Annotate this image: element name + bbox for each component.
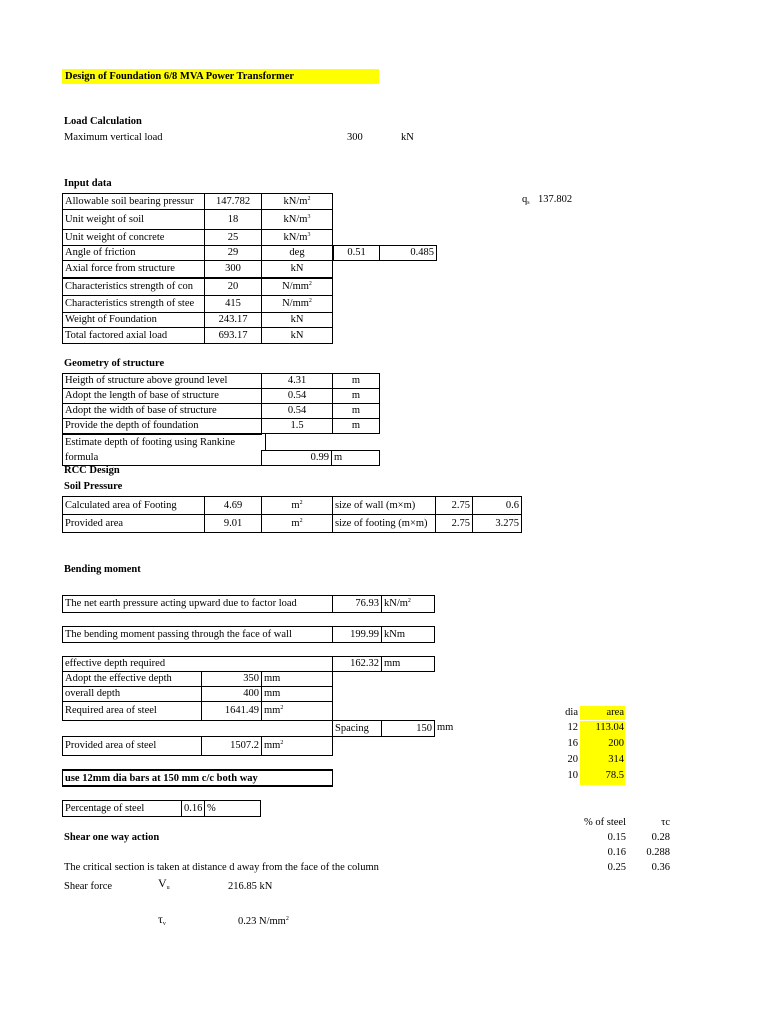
geometry-label: Provide the depth of foundation (62, 418, 262, 434)
max-vertical-load-unit: kN (401, 132, 414, 143)
rcc-heading: RCC Design (64, 465, 120, 476)
geometry-unit: m (332, 373, 380, 389)
geometry-value: 1.5 (261, 418, 333, 434)
input-label: Characteristics strength of stee (62, 295, 205, 313)
tv-value: 0.23 $N/mm^2$ (238, 916, 289, 927)
dia-cell: 10 (567, 770, 578, 781)
bending-moment-unit: kNm (381, 626, 435, 643)
geometry-unit: m (332, 403, 380, 419)
load-calc-heading: Load Calculation (64, 116, 142, 127)
area-cell: 314 (580, 753, 625, 769)
adopt-eff-depth-unit: mm (261, 671, 333, 687)
input-label: Axial force from structure (62, 260, 205, 278)
dia-cell: 16 (567, 738, 578, 749)
input-value: 29 (204, 245, 262, 261)
rankine-unit: m (331, 450, 380, 466)
shear-force-label: Shear force (64, 881, 113, 892)
geometry-label: Heigth of structure above ground level (62, 373, 262, 389)
spacing-value: 150 (381, 720, 435, 737)
overall-depth-unit: mm (261, 686, 333, 702)
tc-value-cell: 0.28 (651, 832, 670, 843)
prov-steel-unit: $mm^2$ (261, 736, 333, 756)
tc-pct-cell: 0.25 (607, 862, 626, 873)
geometry-label: Adopt the length of base of structure (62, 388, 262, 404)
vu-symbol: $V_u$ (158, 876, 170, 891)
dia-cell: 12 (567, 722, 578, 733)
tc-value-cell: 0.288 (646, 847, 670, 858)
rcc-v1: 2.75 (435, 496, 473, 515)
input-label: Total factored axial load (62, 327, 205, 344)
input-unit: $kN/m^3$ (261, 229, 333, 246)
req-steel-unit: $mm^2$ (261, 701, 333, 721)
geometry-unit: m (332, 418, 380, 434)
critical-section-text: The critical section is taken at distance d away from the face of the column (64, 862, 379, 873)
rcc-v1: 2.75 (435, 514, 473, 533)
eff-depth-req-unit: mm (381, 656, 435, 672)
input-value: 300 (204, 260, 262, 278)
input-label: Unit weight of concrete (62, 229, 205, 246)
rcc-value: 4.69 (204, 496, 262, 515)
pct-steel-unit: % (204, 800, 261, 817)
input-unit: $kN/m^3$ (261, 209, 333, 230)
prov-steel-value: 1507.2 (201, 736, 262, 756)
tc-pct-cell: 0.16 (607, 847, 626, 858)
rankine-value: 0.99 (261, 450, 332, 466)
page-title: Design of Foundation 6/8 MVA Power Transformer (65, 71, 295, 82)
tv-symbol: $\tau_v$ (158, 912, 166, 927)
net-pressure-unit: $kN/m^2$ (381, 595, 435, 613)
tc-pct-cell: 0.15 (607, 832, 626, 843)
max-vertical-load-value: 300 (347, 132, 363, 143)
rcc-v2: 0.6 (472, 496, 522, 515)
input-unit: $kN/m^2$ (261, 193, 333, 210)
tc-value-cell: 0.36 (651, 862, 670, 873)
rcc-label: Calculated area of Footing (62, 496, 205, 515)
input-value: 147.782 (204, 193, 262, 210)
geometry-value: 4.31 (261, 373, 333, 389)
shear-heading: Shear one way action (64, 832, 160, 843)
input-value: 18 (204, 209, 262, 230)
use-bars-note: use 12mm dia bars at 150 mm c/c both way (62, 769, 333, 787)
friction-extra-2: 0.485 (379, 245, 437, 261)
input-unit: $N/mm^2$ (261, 278, 333, 296)
title-highlight (62, 69, 379, 84)
input-unit: kN (261, 327, 333, 344)
dia-cell: 20 (567, 754, 578, 765)
input-heading: Input data (64, 178, 112, 189)
geometry-label: Adopt the width of base of structure (62, 403, 262, 419)
pct-steel-value: 0.16 (181, 800, 205, 817)
prov-steel-label: Provided area of steel (62, 736, 202, 756)
input-label: Angle of friction (62, 245, 205, 261)
overall-depth-value: 400 (201, 686, 262, 702)
input-value: 25 (204, 229, 262, 246)
bending-moment-value: 199.99 (332, 626, 382, 643)
adopt-eff-depth-value: 350 (201, 671, 262, 687)
tc-header: τc (661, 817, 670, 828)
geometry-value: 0.54 (261, 388, 333, 404)
rcc-v2: 3.275 (472, 514, 522, 533)
net-pressure-value: 76.93 (332, 595, 382, 613)
bending-moment-label: The bending moment passing through the face of wall (62, 626, 333, 643)
input-label: Weight of Foundation (62, 312, 205, 328)
qs-value: 137.802 (538, 194, 573, 205)
input-value: 243.17 (204, 312, 262, 328)
pct-steel-header: % of steel (584, 817, 626, 828)
rcc-label-2: size of footing (m×m) (332, 514, 436, 533)
input-label: Characteristics strength of con (62, 278, 205, 296)
area-cell: 78.5 (580, 769, 625, 785)
input-unit: kN (261, 312, 333, 328)
area-header: area (580, 706, 625, 720)
rcc-label-2: size of wall (m×m) (332, 496, 436, 515)
input-unit: deg (261, 245, 333, 261)
input-label: Allowable soil bearing pressur (62, 193, 205, 210)
adopt-eff-depth-label: Adopt the effective depth (62, 671, 202, 687)
eff-depth-req-label: effective depth required (62, 656, 333, 672)
rcc-unit: $m^2$ (261, 496, 333, 515)
input-unit: $N/mm^2$ (261, 295, 333, 313)
input-label: Unit weight of soil (62, 209, 205, 230)
spacing-label: Spacing (332, 720, 382, 737)
spacing-unit: mm (437, 722, 454, 733)
net-pressure-label: The net earth pressure acting upward due to factor load (62, 595, 333, 613)
input-value: 415 (204, 295, 262, 313)
eff-depth-req-value: 162.32 (332, 656, 382, 672)
rcc-unit: $m^2$ (261, 514, 333, 533)
overall-depth-label: overall depth (62, 686, 202, 702)
area-cell: 113.04 (580, 721, 625, 737)
input-unit: kN (261, 260, 333, 278)
bending-heading: Bending moment (64, 564, 141, 575)
geometry-unit: m (332, 388, 380, 404)
rankine-label: Estimate depth of footing using Rankine formula (62, 434, 262, 466)
req-steel-value: 1641.49 (201, 701, 262, 721)
qs-label: $q_s$ (522, 194, 530, 206)
geometry-heading: Geometry of structure (64, 358, 165, 369)
max-vertical-load-label: Maximum vertical load (64, 132, 163, 143)
friction-extra-1: 0.51 (333, 245, 380, 261)
pct-steel-label: Percentage of steel (62, 800, 182, 817)
rcc-label: Provided area (62, 514, 205, 533)
geometry-value: 0.54 (261, 403, 333, 419)
rcc-value: 9.01 (204, 514, 262, 533)
soil-pressure-heading: Soil Pressure (64, 481, 123, 492)
input-value: 693.17 (204, 327, 262, 344)
req-steel-label: Required area of steel (62, 701, 202, 721)
area-cell: 200 (580, 737, 625, 753)
input-value: 20 (204, 278, 262, 296)
dia-header: dia (565, 707, 578, 718)
vu-value: 216.85 kN (228, 881, 273, 892)
